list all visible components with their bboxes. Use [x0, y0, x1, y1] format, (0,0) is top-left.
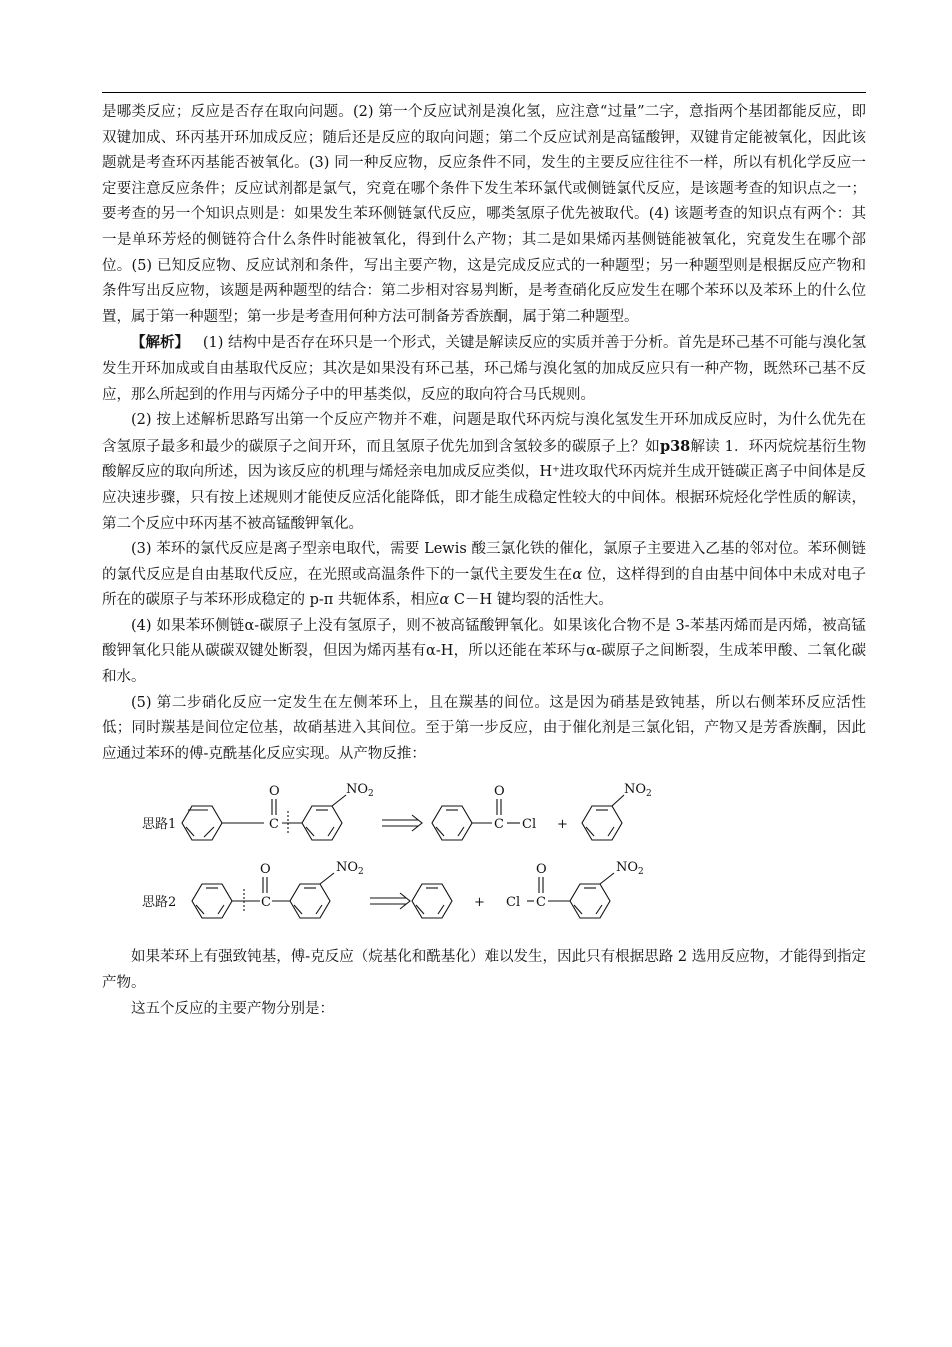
route1-carbon-2: C	[494, 817, 504, 833]
route1-carbon: C	[269, 817, 279, 833]
intro-paragraph: 是哪类反应；反应是否存在取向问题。(2) 第一个反应试剂是溴化氢，应注意“过量”二字，意指两个基团都能反应，即双键加成、环丙基开环加成反应；随后还是反应的取向问题；第二个反应试剂是高锰酸钾，双键肯定能被氧化，因此该题就是考查环丙基能否被氧化。(3) 同一种反应物，反应条件不同，发生的主要反应往往不一样，所以有机化学反应一定要注意反应条件；反应试剂都是氯气，究竟在哪个条件下发生苯环氯代或侧链氯代反应，是该题考查的知识点之一；要考查的另一个知识点则是：如果发生苯环侧链氯代反应，哪类氢原子优先被取代。(4) 该题考查的知识点有两个：其一是单环芳烃的侧链符合什么条件时能被氧化，得到什么产物；其二是如果烯丙基侧链能被氧化，究竟发生在哪个部位。(5) 已知反应物、反应试剂和条件，写出主要产物，这是完成反应式的一种题型；另一种题型则是根据反应产物和条件写出反应物，该题是两种题型的结合：第二步相对容易判断，是考查硝化反应发生在哪个苯环以及苯环上的什么位置，属于第一种题型；第一步是考查用何种方法可制备芳香族酮，属于第二种题型。	[102, 104, 866, 325]
route2-plus: +	[474, 895, 485, 911]
analysis-paragraph-5: (5) 第二步硝化反应一定发生在左侧苯环上，且在羰基的间位。这是因为硝基是致钝基，所以右侧苯环反应活性低；同时羰基是间位定位基，故硝基进入其间位。至于第一步反应，由于催化剂是三氯化铝，产物又是芳香族酮，因此应通过苯环的傅-克酰基化反应实现。从产物反推：	[102, 694, 866, 762]
route2-chlorine: Cl	[506, 895, 521, 911]
analysis-paragraph-6: 如果苯环上有强致钝基，傅-克反应（烷基化和酰基化）难以发生，因此只有根据思路 2 选用反应物，才能得到指定产物。	[102, 949, 866, 992]
route2-oxygen-2: O	[536, 862, 547, 878]
route2-oxygen: O	[260, 862, 271, 878]
header-rule	[102, 92, 866, 93]
analysis-paragraph-3: (3) 苯环的氯代反应是离子型亲电取代，需要 Lewis 酸三氯化铁的催化，氯原子主要进入乙基的邻对位。苯环侧链的氯代反应是自由基取代反应，在光照或高温条件下的一氯代主要发生在α 位，这样得到的自由基中间体中未成对电子所在的碳原子与苯环形成稳定的 p-π 共轭体系，相应α C－H 键均裂的活性大。	[102, 541, 867, 609]
route1-nitrobenzene-2	[582, 795, 624, 840]
route2-nitrobenzene	[290, 873, 334, 918]
route1-nitro-2: $NO_2$	[624, 782, 652, 800]
scheme-drawing	[102, 775, 866, 935]
route2-carbon: C	[261, 895, 271, 911]
route1-benzoyl-benzene	[432, 806, 472, 840]
route2-arrow	[370, 893, 410, 909]
analysis-paragraph-7: 这五个反应的主要产物分别是：	[131, 1000, 334, 1017]
analysis-paragraph-4: (4) 如果苯环侧链α-碳原子上没有氢原子，则不被高锰酸钾氧化。如果该化合物不是 3-苯基丙烯而是丙烯，被高锰酸钾氧化只能从碳碳双键处断裂，但因为烯丙基有α-H，所以还能在苯环与α-碳原子之间断裂，生成苯甲酸、二氧化碳和水。	[102, 617, 866, 686]
route2-nitro-2: $NO_2$	[616, 860, 644, 878]
route1-nitrobenzene	[302, 795, 346, 840]
analysis-heading: 【解析】	[131, 334, 190, 352]
route1-label: 思路1	[142, 817, 177, 833]
page-reference: p38	[659, 437, 691, 455]
route2-benzene	[412, 884, 452, 918]
route2-benzene-left	[192, 884, 232, 918]
route2-carbon-2: C	[536, 895, 546, 911]
analysis-paragraph-1: 【解析】 (1) 结构中是否存在环只是一个形式，关键是解读反应的实质并善于分析。首先是环己基不可能与溴化氢发生开环加成或自由基取代反应；其次是如果没有环己基，环己烯与溴化氢的加成反应只有一种产物，既然环己基不反应，那么所起到的作用与丙烯分子中的甲基类似，反应的取向符合马氏规则。	[102, 334, 867, 403]
route1-oxygen-2: O	[494, 784, 505, 800]
route2-nitro: $NO_2$	[336, 860, 364, 878]
route2-nitrobenzoyl	[570, 873, 614, 918]
route1-chlorine: Cl	[522, 817, 537, 833]
route1-oxygen: O	[269, 784, 280, 800]
route1-plus: +	[557, 817, 568, 833]
page-content	[102, 100, 866, 1022]
route2-label: 思路2	[142, 895, 177, 911]
route1-nitro: $NO_2$	[346, 782, 374, 800]
analysis-paragraph-2: (2) 按上述解析思路写出第一个反应产物并不难，问题是取代环丙烷与溴化氢发生开环加成反应时，为什么优先在含氢原子最多和最少的碳原子之间开环，而且氢原子优先加到含氢较多的碳原子上？如p38解读 1．环丙烷烷基衍生物酸解反应的取向所述，因为该反应的机理与烯烃亲电加成反应类似，H⁺进攻取代环丙烷并生成开链碳正离子中间体是反应决速步骤，只有按上述规则才能使反应活化能降低，即才能生成稳定性较大的中间体。根据环烷烃化学性质的解读，第二个反应中环丙基不被高锰酸钾氧化。	[102, 412, 866, 532]
route1-benzene-left	[182, 806, 222, 840]
route1-arrow	[382, 815, 422, 831]
retrosynthesis-scheme	[102, 775, 866, 935]
